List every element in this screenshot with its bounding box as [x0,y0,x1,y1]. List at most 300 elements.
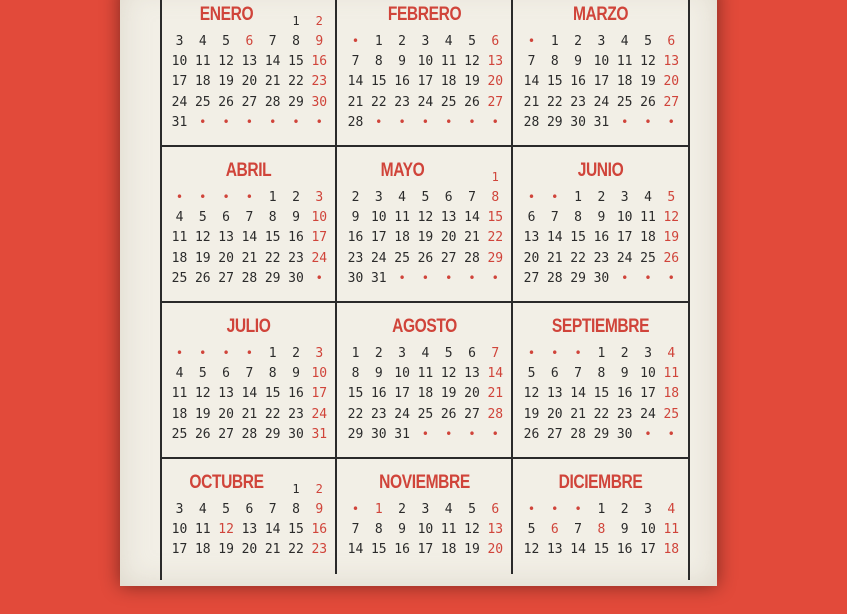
empty-day-dot: • [398,270,406,285]
day-cell: 23 [370,406,387,422]
month-name: DICIEMBRE [558,472,643,493]
day-cell: 9 [398,54,406,70]
month-name: MAYO [380,160,425,181]
day-cell: 9 [351,210,360,226]
day-cell: 1 [268,346,277,361]
day-cell: 17 [616,230,633,246]
day-cell: 17 [171,542,188,558]
day-cell: 12 [523,386,540,402]
day-cell: 2 [398,502,406,517]
day-cell: 7 [351,522,360,538]
day-cell: 12 [440,366,457,382]
empty-day-dot: • [667,114,675,129]
day-cell: 16 [616,542,633,558]
day-cell: 11 [616,54,633,70]
day-cell: 5 [198,366,207,382]
day-cell: 13 [241,54,258,70]
day-cell: 28 [347,114,364,130]
day-cell: 5 [222,502,230,517]
empty-day-dot: • [421,114,429,129]
day-cell: 2 [620,502,629,517]
day-cell: 29 [570,270,586,286]
day-cell: 28 [241,426,258,442]
day-cell: 19 [194,406,211,422]
day-cell: 4 [198,502,207,517]
day-cell: 4 [175,366,184,382]
day-cell: 18 [194,74,211,90]
day-cell: 31 [311,426,328,442]
day-cell: 19 [194,250,211,266]
empty-day-dot: • [398,114,406,129]
empty-day-dot: • [644,426,652,441]
day-cell: 2 [574,34,582,49]
empty-day-dot: • [175,190,184,204]
day-cell: 10 [311,366,328,382]
day-cell: 31 [593,114,610,130]
day-cell: 13 [440,210,457,226]
month-name: JULIO [226,316,271,337]
day-cell: 2 [315,14,323,28]
day-cell: 1 [597,346,606,361]
day-cell: 12 [417,210,434,226]
day-cell: 10 [417,522,434,538]
day-cell: 13 [546,542,563,558]
day-cell: 14 [264,54,281,70]
day-cell: 8 [597,522,606,538]
day-cell: 26 [440,406,457,422]
empty-day-dot: • [621,270,629,285]
day-cell: 11 [417,366,434,382]
day-cell: 6 [667,34,676,49]
day-cell: 9 [374,366,383,382]
day-cell: 24 [640,406,656,422]
day-cell: 13 [546,386,563,402]
day-cell: 1 [550,34,559,49]
day-cell: 15 [593,542,610,558]
day-cell: 10 [616,210,633,226]
day-cell: 14 [464,210,480,226]
day-cell: 27 [218,270,234,286]
day-cell: 17 [171,74,188,90]
day-cell: 3 [315,190,324,205]
empty-day-dot: • [445,426,453,441]
day-cell: 5 [198,210,207,226]
day-cell: 18 [616,74,633,90]
day-cell: 3 [421,34,430,49]
day-cell: 20 [440,230,457,246]
day-cell: 28 [241,270,258,286]
day-cell: 23 [570,94,586,110]
day-cell: 3 [175,502,184,517]
empty-day-dot: • [621,114,629,129]
day-cell: 18 [394,230,410,246]
day-cell: 26 [417,250,434,266]
day-cell: 12 [464,522,480,538]
day-cell: 4 [175,210,184,226]
day-cell: 5 [421,190,430,205]
day-cell: 12 [663,210,680,226]
day-cell: 1 [292,482,300,496]
day-cell: 31 [370,270,387,286]
day-cell: 8 [268,210,277,226]
empty-day-dot: • [574,502,582,516]
day-cell: 25 [417,406,434,422]
day-cell: 28 [523,114,540,130]
empty-day-dot: • [245,346,253,360]
day-cell: 22 [288,74,304,90]
day-cell: 19 [218,542,234,558]
day-cell: 9 [315,502,324,517]
day-cell: 10 [640,522,656,538]
day-cell: 20 [241,542,258,558]
day-cell: 27 [487,94,504,110]
day-cell: 20 [663,74,680,90]
day-cell: 22 [264,250,281,266]
empty-day-dot: • [292,114,300,129]
day-cell: 26 [218,94,234,110]
day-cell: 10 [394,366,410,382]
day-cell: 19 [417,230,434,246]
day-cell: 3 [374,190,383,205]
day-cell: 17 [311,386,328,402]
day-cell: 1 [574,190,582,205]
day-cell: 26 [194,426,211,442]
day-cell: 21 [523,94,540,110]
day-cell: 8 [597,366,606,382]
day-cell: 14 [264,522,281,538]
day-cell: 17 [640,542,656,558]
day-cell: 9 [620,522,629,538]
empty-day-dot: • [644,114,652,129]
day-cell: 16 [570,74,586,90]
day-cell: 18 [171,406,188,422]
day-cell: 5 [222,34,230,49]
day-cell: 13 [663,54,680,70]
day-cell: 6 [444,190,453,205]
day-cell: 5 [444,346,453,361]
day-cell: 4 [398,190,406,205]
day-cell: 25 [640,250,656,266]
day-cell: 28 [546,270,563,286]
day-cell: 4 [644,190,652,205]
month-name: ABRIL [225,160,272,181]
day-cell: 21 [347,94,364,110]
day-cell: 20 [523,250,540,266]
empty-day-dot: • [527,34,536,48]
day-cell: 11 [663,522,680,538]
month-name: FEBRERO [387,4,462,25]
day-cell: 16 [593,230,610,246]
day-cell: 1 [491,170,499,184]
day-cell: 10 [593,54,610,70]
empty-day-dot: • [315,114,323,129]
empty-day-dot: • [527,190,536,204]
day-cell: 8 [292,34,300,49]
day-cell: 23 [288,406,304,422]
day-cell: 19 [640,74,656,90]
empty-day-dot: • [222,346,230,360]
empty-day-dot: • [468,426,476,441]
day-cell: 23 [394,94,410,110]
day-cell: 7 [245,210,254,226]
day-cell: 19 [523,406,540,422]
day-cell: 25 [440,94,457,110]
day-cell: 7 [468,190,476,205]
day-cell: 18 [440,74,457,90]
day-cell: 22 [264,406,281,422]
day-cell: 19 [464,542,480,558]
day-cell: 15 [288,54,304,70]
day-cell: 20 [487,74,504,90]
day-cell: 17 [370,230,387,246]
day-cell: 9 [574,54,582,70]
day-cell: 18 [194,542,211,558]
day-cell: 30 [288,270,304,286]
day-cell: 2 [351,190,360,205]
empty-day-dot: • [421,426,429,441]
day-cell: 4 [667,346,676,361]
day-cell: 4 [667,502,676,517]
day-cell: 17 [311,230,328,246]
day-cell: 17 [640,386,656,402]
empty-day-dot: • [644,270,652,285]
day-cell: 22 [570,250,586,266]
day-cell: 9 [398,522,406,538]
day-cell: 27 [241,94,258,110]
day-cell: 11 [440,522,457,538]
month-junio [512,146,689,302]
day-cell: 12 [194,386,211,402]
empty-day-dot: • [551,502,559,516]
empty-day-dot: • [175,346,184,360]
day-cell: 8 [491,190,500,205]
day-cell: 6 [527,210,536,226]
empty-day-dot: • [245,114,253,129]
day-cell: 13 [523,230,540,246]
day-cell: 1 [268,190,277,205]
day-cell: 24 [370,250,387,266]
day-cell: 22 [288,542,304,558]
day-cell: 25 [194,94,211,110]
day-cell: 30 [616,426,633,442]
day-cell: 21 [264,74,281,90]
day-cell: 15 [264,386,281,402]
day-cell: 2 [292,346,300,361]
month-febrero [336,0,513,146]
empty-day-dot: • [468,270,476,285]
day-cell: 27 [218,426,234,442]
day-cell: 7 [491,346,500,361]
day-cell: 3 [175,34,184,49]
day-cell: 18 [417,386,434,402]
empty-day-dot: • [245,190,253,204]
month-enero [160,0,337,146]
day-cell: 18 [663,386,680,402]
day-cell: 25 [616,94,633,110]
day-cell: 23 [347,250,364,266]
day-cell: 19 [440,386,457,402]
day-cell: 25 [394,250,410,266]
empty-day-dot: • [527,346,536,360]
day-cell: 7 [268,34,277,49]
day-cell: 6 [550,522,559,538]
day-cell: 28 [487,406,504,422]
empty-day-dot: • [491,426,499,441]
empty-day-dot: • [551,190,559,204]
day-cell: 20 [464,386,480,402]
month-mayo [336,146,513,302]
day-cell: 11 [394,210,410,226]
day-cell: 15 [370,542,387,558]
day-cell: 3 [644,346,652,361]
day-cell: 27 [546,426,563,442]
day-cell: 28 [570,426,586,442]
day-cell: 19 [464,74,480,90]
day-cell: 27 [523,270,540,286]
day-cell: 6 [245,34,254,49]
day-cell: 25 [663,406,680,422]
day-cell: 12 [194,230,211,246]
month-noviembre [336,458,513,614]
day-cell: 19 [218,74,234,90]
day-cell: 29 [593,426,610,442]
day-cell: 27 [440,250,457,266]
day-cell: 5 [527,522,536,538]
month-name: SEPTIEMBRE [551,316,650,337]
day-cell: 25 [171,270,188,286]
day-cell: 11 [194,522,211,538]
day-cell: 16 [288,230,304,246]
day-cell: 4 [620,34,629,49]
day-cell: 22 [370,94,387,110]
day-cell: 21 [570,406,586,422]
empty-day-dot: • [199,190,207,204]
day-cell: 21 [546,250,563,266]
day-cell: 10 [171,522,188,538]
day-cell: 23 [288,250,304,266]
day-cell: 10 [370,210,387,226]
day-cell: 1 [351,346,360,361]
day-cell: 2 [620,346,629,361]
day-cell: 6 [468,346,476,361]
month-agosto [336,302,513,458]
day-cell: 17 [394,386,410,402]
day-cell: 26 [640,94,656,110]
day-cell: 8 [374,54,383,70]
day-cell: 21 [464,230,480,246]
day-cell: 23 [593,250,610,266]
empty-day-dot: • [551,346,559,360]
day-cell: 7 [245,366,254,382]
day-cell: 22 [593,406,610,422]
month-octubre [160,458,337,614]
empty-day-dot: • [222,190,230,204]
day-cell: 21 [487,386,504,402]
day-cell: 28 [264,94,281,110]
day-cell: 22 [347,406,364,422]
day-cell: 30 [347,270,364,286]
empty-day-dot: • [667,426,675,441]
day-cell: 5 [468,34,476,49]
day-cell: 19 [663,230,680,246]
day-cell: 7 [574,366,582,382]
day-cell: 31 [394,426,410,442]
empty-day-dot: • [222,114,230,129]
day-cell: 20 [546,406,563,422]
day-cell: 20 [218,406,234,422]
day-cell: 2 [292,190,300,205]
day-cell: 3 [597,34,606,49]
day-cell: 26 [464,94,480,110]
empty-day-dot: • [445,114,453,129]
day-cell: 29 [288,94,304,110]
day-cell: 15 [546,74,563,90]
day-cell: 26 [194,270,211,286]
day-cell: 1 [374,34,383,49]
day-cell: 11 [663,366,680,382]
day-cell: 5 [667,190,676,205]
day-cell: 15 [370,74,387,90]
day-cell: 18 [663,542,680,558]
month-name: JUNIO [577,160,624,181]
empty-day-dot: • [375,114,383,129]
day-cell: 7 [574,522,582,538]
day-cell: 15 [570,230,586,246]
day-cell: 10 [171,54,188,70]
month-name: ENERO [199,4,254,25]
day-cell: 14 [487,366,504,382]
day-cell: 29 [264,270,281,286]
month-name: NOVIEMBRE [379,472,470,493]
day-cell: 10 [640,366,656,382]
day-cell: 30 [570,114,586,130]
day-cell: 3 [644,502,652,517]
day-cell: 22 [546,94,563,110]
day-cell: 28 [464,250,480,266]
day-cell: 29 [347,426,364,442]
empty-day-dot: • [491,114,499,129]
empty-day-dot: • [351,34,360,48]
month-septiembre [512,302,689,458]
day-cell: 15 [487,210,504,226]
day-cell: 10 [311,210,328,226]
day-cell: 2 [398,34,406,49]
day-cell: 8 [374,522,383,538]
day-cell: 6 [222,210,230,226]
day-cell: 22 [487,230,504,246]
day-cell: 15 [347,386,364,402]
day-cell: 14 [523,74,540,90]
day-cell: 21 [264,542,281,558]
day-cell: 23 [616,406,633,422]
empty-day-dot: • [199,114,207,129]
day-cell: 6 [491,34,500,49]
day-cell: 7 [527,54,536,70]
day-cell: 2 [315,482,323,496]
day-cell: 3 [421,502,430,517]
day-cell: 14 [241,386,258,402]
day-cell: 3 [620,190,629,205]
day-cell: 4 [421,346,430,361]
empty-day-dot: • [315,270,323,285]
empty-day-dot: • [527,502,536,516]
day-cell: 13 [241,522,258,538]
day-cell: 6 [222,366,230,382]
day-cell: 12 [218,54,234,70]
day-cell: 9 [620,366,629,382]
day-cell: 18 [640,230,656,246]
day-cell: 11 [171,230,188,246]
